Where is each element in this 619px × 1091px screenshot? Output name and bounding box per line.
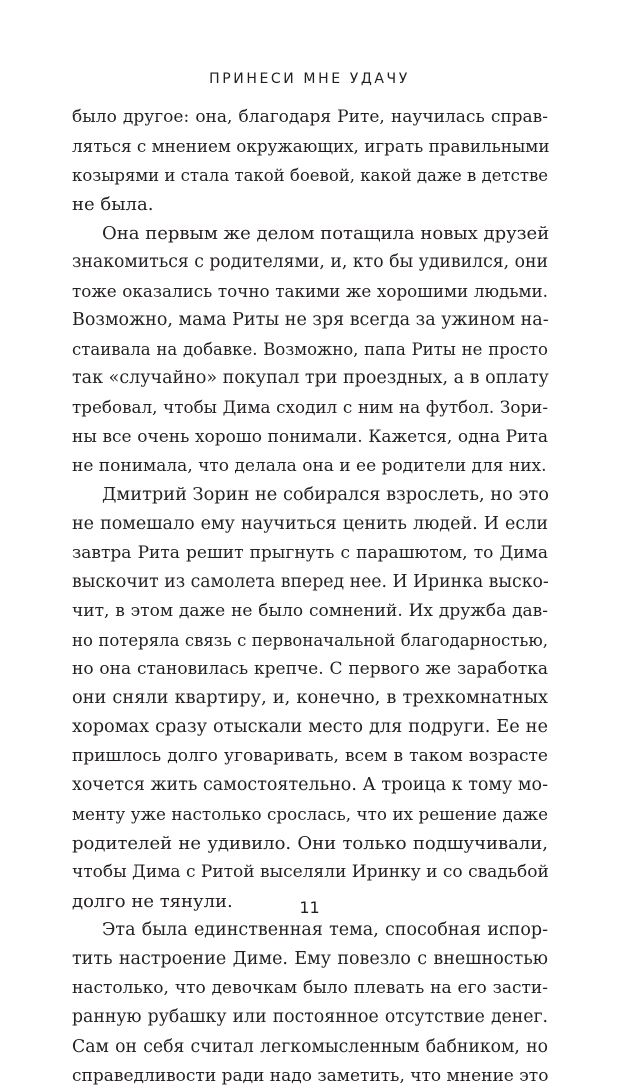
text-line: тить настроение Диме. Ему повезло с внешностью bbox=[72, 949, 548, 970]
text-line: завтра Рита решит прыгнуть с парашютом, то Дима bbox=[72, 542, 548, 563]
text-line: Она первым же делом потащила новых друзей bbox=[102, 223, 550, 245]
text-line: они сняли квартиру, и, конечно, в трехкомнатных bbox=[72, 687, 548, 708]
text-line: пришлось долго уговаривать, всем в таком возрасте bbox=[72, 746, 548, 767]
text-line: Сам он себя считал легкомысленным бабником, но bbox=[72, 1036, 548, 1057]
text-line: Возможно, мама Риты не зря всегда за ужином на- bbox=[72, 310, 549, 331]
page-number: 11 bbox=[299, 898, 320, 917]
text-line: не помешало ему научиться ценить людей. И если bbox=[72, 513, 548, 534]
text-line: знакомиться с родителями, и, кто бы удивился, они bbox=[72, 252, 548, 273]
text-line: требовал, чтобы Дима сходил с ним на футбол. Зори- bbox=[72, 397, 548, 418]
text-line: чит, в этом даже не было сомнений. Их дружба дав- bbox=[72, 600, 548, 621]
text-line: было другое: она, благодаря Рите, научилась справ- bbox=[72, 107, 548, 127]
text-line: ляться с мнением окружающих, играть правильными bbox=[72, 136, 550, 157]
text-line: выскочит из самолета вперед нее. И Иринка выско- bbox=[72, 571, 549, 592]
text-line: но она становилась крепче. С первого же заработка bbox=[72, 658, 548, 679]
text-line: настолько, что девочкам было плевать на его засти- bbox=[72, 978, 548, 999]
text-line: не была. bbox=[72, 194, 154, 216]
text-line: козырями и стала такой боевой, какой даже в детстве bbox=[72, 166, 549, 186]
running-head: ПРИНЕСИ МНЕ УДАЧУ bbox=[209, 71, 410, 87]
text-line: родителей не удивило. Они только подшучивали, bbox=[72, 833, 548, 855]
text-line: так «случайно» покупал три проездных, а в оплату bbox=[72, 368, 549, 389]
text-line: не понимала, что делала она и ее родители для них. bbox=[72, 455, 547, 476]
text-line: но потеряла связь с первоначальной благодарностью, bbox=[72, 630, 548, 650]
text-line: ранную рубашку или постоянное отсутствие денег. bbox=[72, 1007, 548, 1028]
text-line: хочется жить самостоятельно. А троица к тому мо- bbox=[72, 775, 548, 796]
text-line: стаивала на добавке. Возможно, папа Риты не просто bbox=[72, 340, 548, 360]
text-line: чтобы Дима с Ритой выселяли Иринку и со свадьбой bbox=[72, 862, 549, 883]
text-line: справедливости ради надо заметить, что мнение это bbox=[72, 1065, 549, 1086]
text-line: Дмитрий Зорин не собирался взрослеть, но это bbox=[102, 484, 549, 505]
text-line: долго не тянули. bbox=[72, 891, 233, 913]
text-line: менту уже настолько срослась, что их решение даже bbox=[72, 804, 548, 825]
text-line: хоромах сразу отыскали место для подруги. Ее не bbox=[72, 716, 548, 737]
text-line: Эта была единственная тема, способная испор- bbox=[102, 920, 548, 941]
text-line: ны все очень хорошо понимали. Кажется, одна Рита bbox=[72, 426, 548, 447]
text-line: тоже оказались точно такими же хорошими людьми. bbox=[72, 281, 548, 302]
body-text bbox=[72, 103, 548, 1091]
